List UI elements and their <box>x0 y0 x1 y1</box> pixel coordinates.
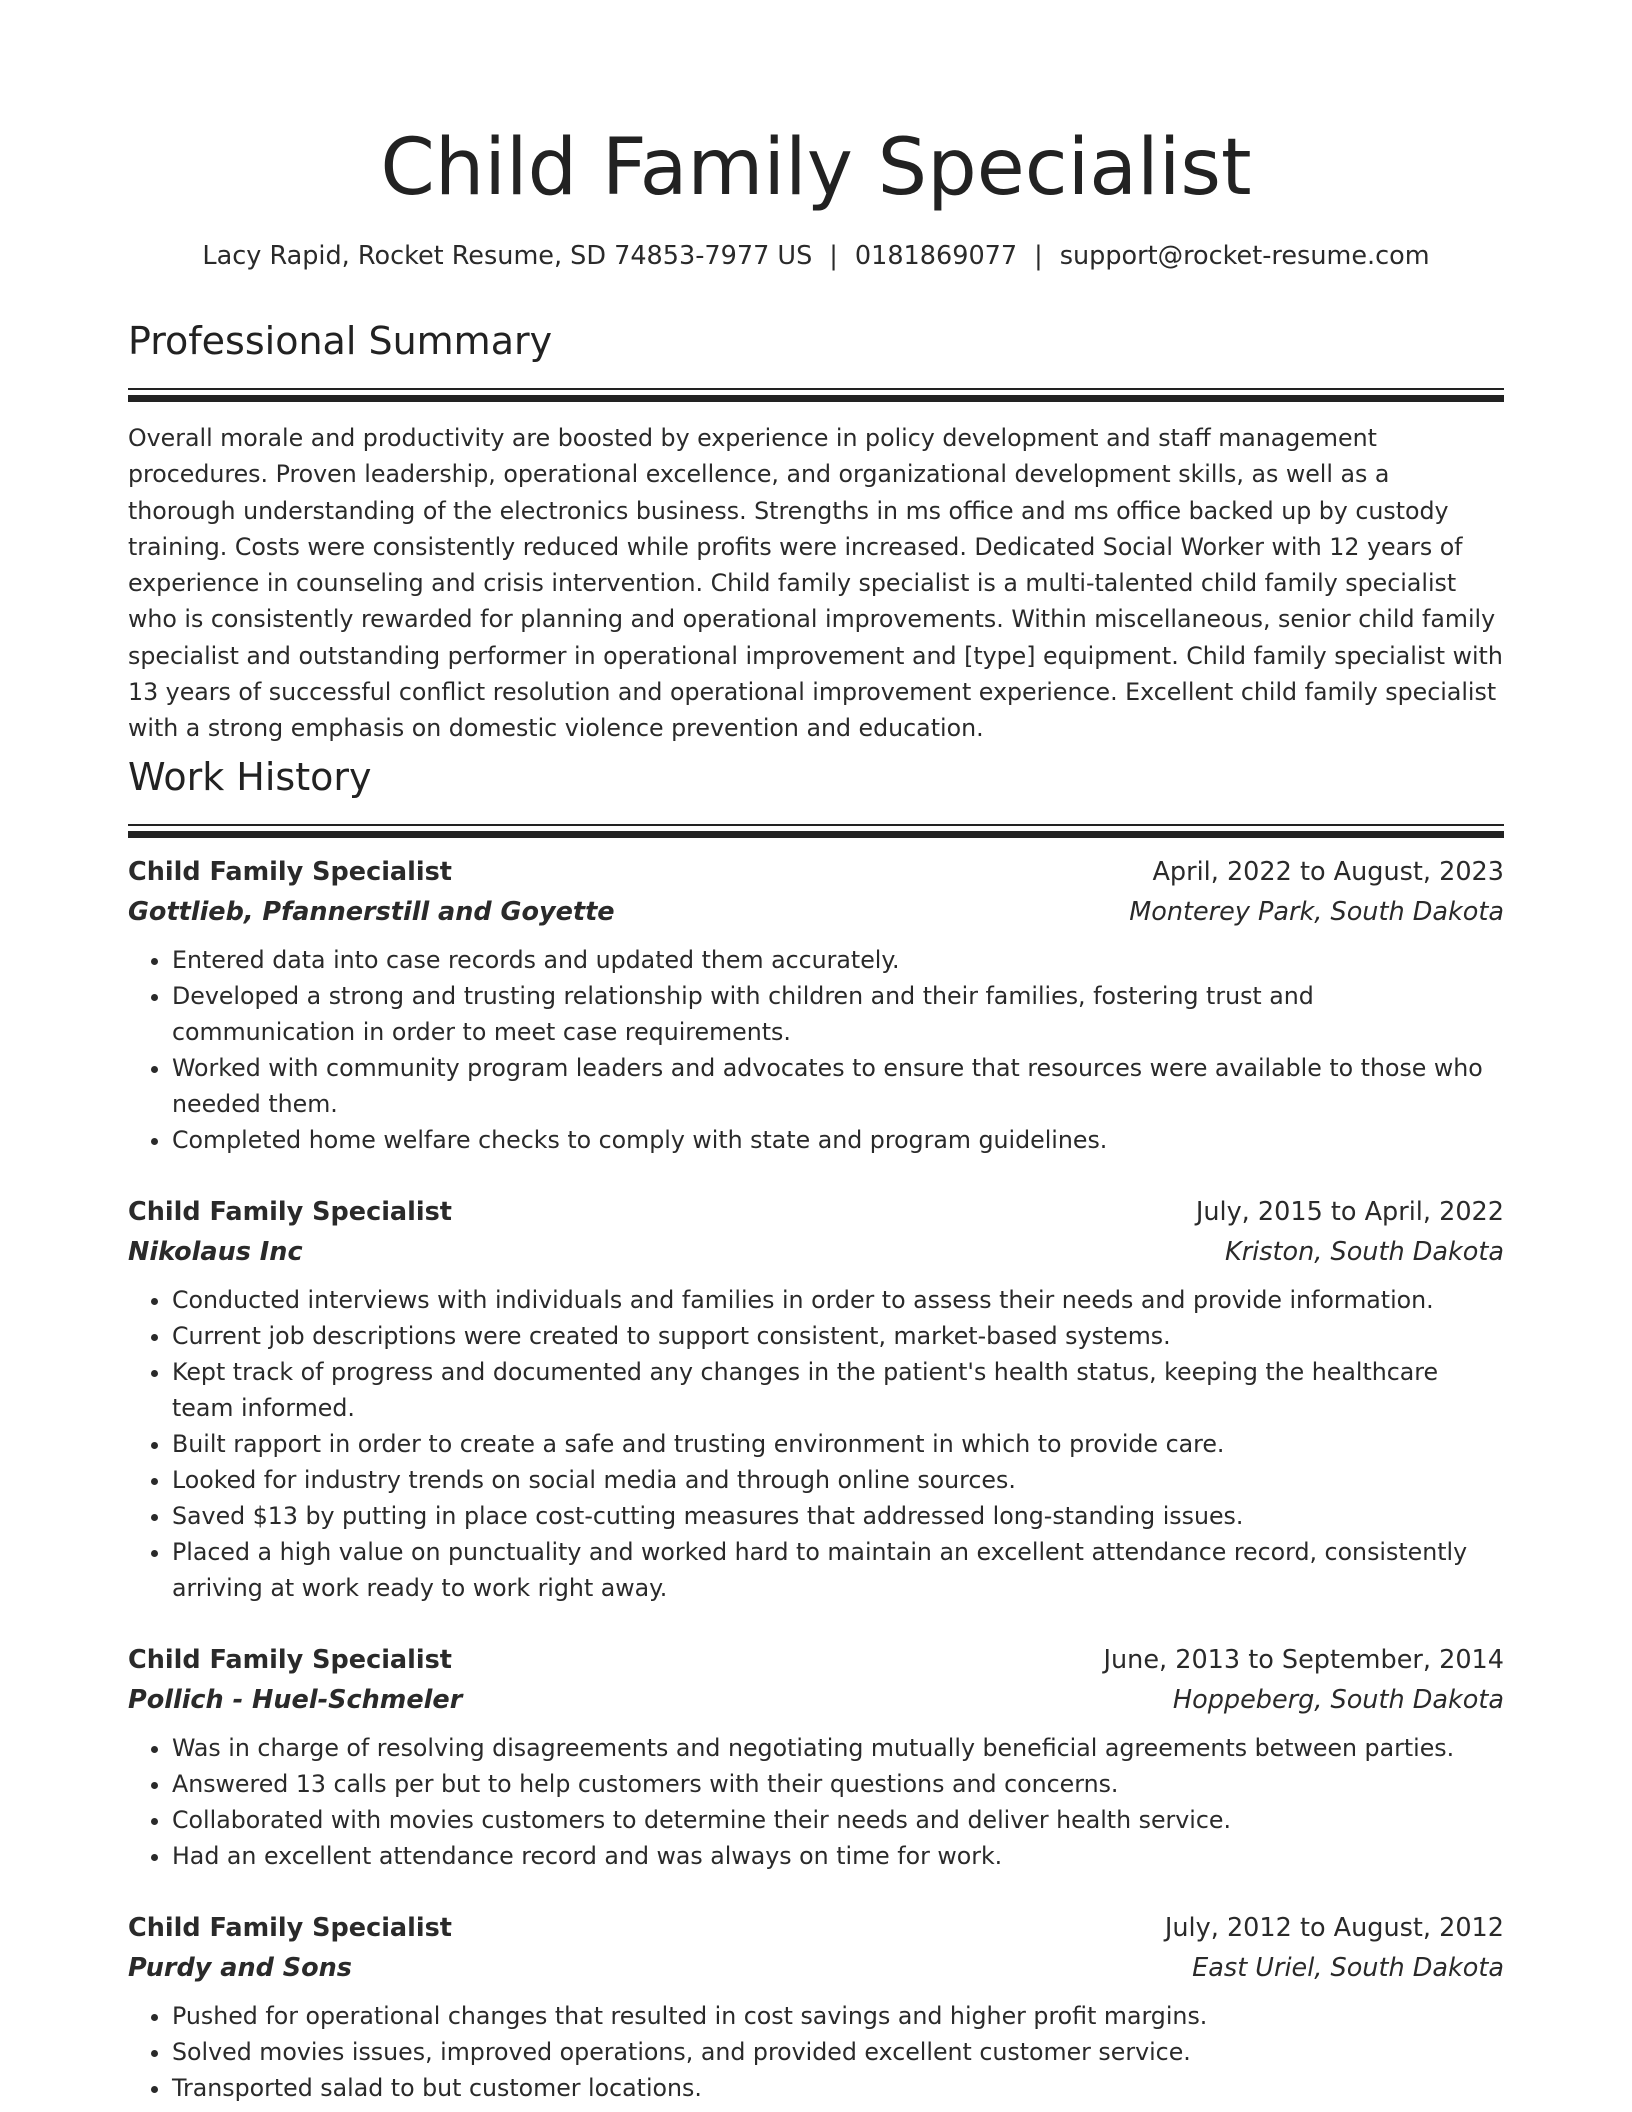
work-history-heading: Work History <box>128 755 372 799</box>
job-dates: June, 2013 to September, 2014 <box>1103 1645 1504 1675</box>
job-title: Child Family Specialist <box>128 1645 452 1675</box>
job-dates: April, 2022 to August, 2023 <box>1152 857 1504 887</box>
job-bullet: • Was in charge of resolving disagreements and negotiating mutually beneficial agreements between parties. <box>172 1730 1504 1766</box>
job-bullet: • Kept track of progress and documented any changes in the patient's health status, keeping the healthcare team informed. <box>172 1354 1504 1426</box>
job-title: Child Family Specialist <box>128 857 452 887</box>
contact-separator: | <box>1034 241 1043 271</box>
section-divider <box>128 388 1504 390</box>
job-location: Hoppeberg, South Dakota <box>1172 1685 1504 1715</box>
job-bullets <box>128 942 1504 1158</box>
work-history-section <box>128 752 1504 2106</box>
job-dates: July, 2015 to April, 2022 <box>1195 1197 1504 1227</box>
job-bullets <box>128 1998 1504 2106</box>
job-bullet: • Current job descriptions were created to support consistent, market-based systems. <box>172 1318 1504 1354</box>
job-bullet: • Pushed for operational changes that resulted in cost savings and higher profit margins. <box>172 1998 1504 2034</box>
job-company: Nikolaus Inc <box>128 1237 303 1267</box>
job-bullet: • Entered data into case records and updated them accurately. <box>172 942 1504 978</box>
contact-email: support@rocket-resume.com <box>1059 241 1430 271</box>
job-bullet: • Answered 13 calls per but to help customers with their questions and concerns. <box>172 1766 1504 1802</box>
job-bullet: • Conducted interviews with individuals and families in order to assess their needs and provide information. <box>172 1282 1504 1318</box>
job-location: Kriston, South Dakota <box>1224 1237 1504 1267</box>
job-bullet: • Developed a strong and trusting relationship with children and their families, fostering trust and communication in order to meet case requirements. <box>172 978 1504 1050</box>
contact-separator: | <box>829 241 838 271</box>
summary-heading: Professional Summary <box>128 319 553 363</box>
section-divider <box>128 824 1504 826</box>
contact-phone: 0181869077 <box>854 241 1018 271</box>
job-title: Child Family Specialist <box>128 1197 452 1227</box>
job-bullet: • Saved $13 by putting in place cost-cutting measures that addressed long-standing issues. <box>172 1498 1504 1534</box>
professional-summary-section <box>128 316 1504 747</box>
job-location: Monterey Park, South Dakota <box>1129 897 1504 927</box>
job-bullet: • Collaborated with movies customers to determine their needs and deliver health service. <box>172 1802 1504 1838</box>
job-entry <box>128 1640 1504 1874</box>
job-bullet: • Completed home welfare checks to comply with state and program guidelines. <box>172 1122 1504 1158</box>
job-bullet: • Had an excellent attendance record and was always on time for work. <box>172 1838 1504 1874</box>
job-entry <box>128 852 1504 1158</box>
job-bullet: • Transported salad to but customer locations. <box>172 2070 1504 2106</box>
contact-line <box>0 236 1632 276</box>
summary-text: Overall morale and productivity are boosted by experience in policy development and staff management procedures. Proven leadership, operational excellence, and organizational development skills, as well as a thorough understanding of the electronics business. Strengths in ms office and ms office backed up by custody training. Costs were consistently reduced while profits were increased. Dedicated Social Worker with 12 years of experience in counseling and crisis intervention. Child family specialist is a multi-talented child family specialist who is consistently rewarded for planning and operational improvements. Within miscellaneous, senior child family specialist and outstanding performer in operational improvement and [type] equipment. Child family specialist with 13 years of successful conflict resolution and operational improvement experience. Excellent child family specialist with a strong emphasis on domestic violence prevention and education. <box>128 424 1503 743</box>
job-bullet: • Worked with community program leaders and advocates to ensure that resources were available to those who needed them. <box>172 1050 1504 1122</box>
job-bullet: • Placed a high value on punctuality and worked hard to maintain an excellent attendance record, consistently arriving at work ready to work right away. <box>172 1534 1504 1606</box>
job-company: Pollich - Huel-Schmeler <box>128 1685 463 1715</box>
section-divider <box>128 395 1504 402</box>
job-location: East Uriel, South Dakota <box>1192 1953 1504 1983</box>
job-bullets <box>128 1282 1504 1606</box>
contact-address: Lacy Rapid, Rocket Resume, SD 74853-7977 US <box>202 241 813 271</box>
job-company: Gottlieb, Pfannerstill and Goyette <box>128 897 615 927</box>
job-entry <box>128 1192 1504 1606</box>
job-title: Child Family Specialist <box>128 1913 452 1943</box>
job-bullets <box>128 1730 1504 1874</box>
job-dates: July, 2012 to August, 2012 <box>1164 1913 1504 1943</box>
section-divider <box>128 831 1504 838</box>
job-company: Purdy and Sons <box>128 1953 352 1983</box>
job-bullet: • Looked for industry trends on social media and through online sources. <box>172 1462 1504 1498</box>
job-bullet: • Built rapport in order to create a safe and trusting environment in which to provide care. <box>172 1426 1504 1462</box>
job-entry <box>128 1908 1504 2106</box>
resume-title: Child Family Specialist <box>380 123 1252 213</box>
job-bullet: • Solved movies issues, improved operations, and provided excellent customer service. <box>172 2034 1504 2070</box>
